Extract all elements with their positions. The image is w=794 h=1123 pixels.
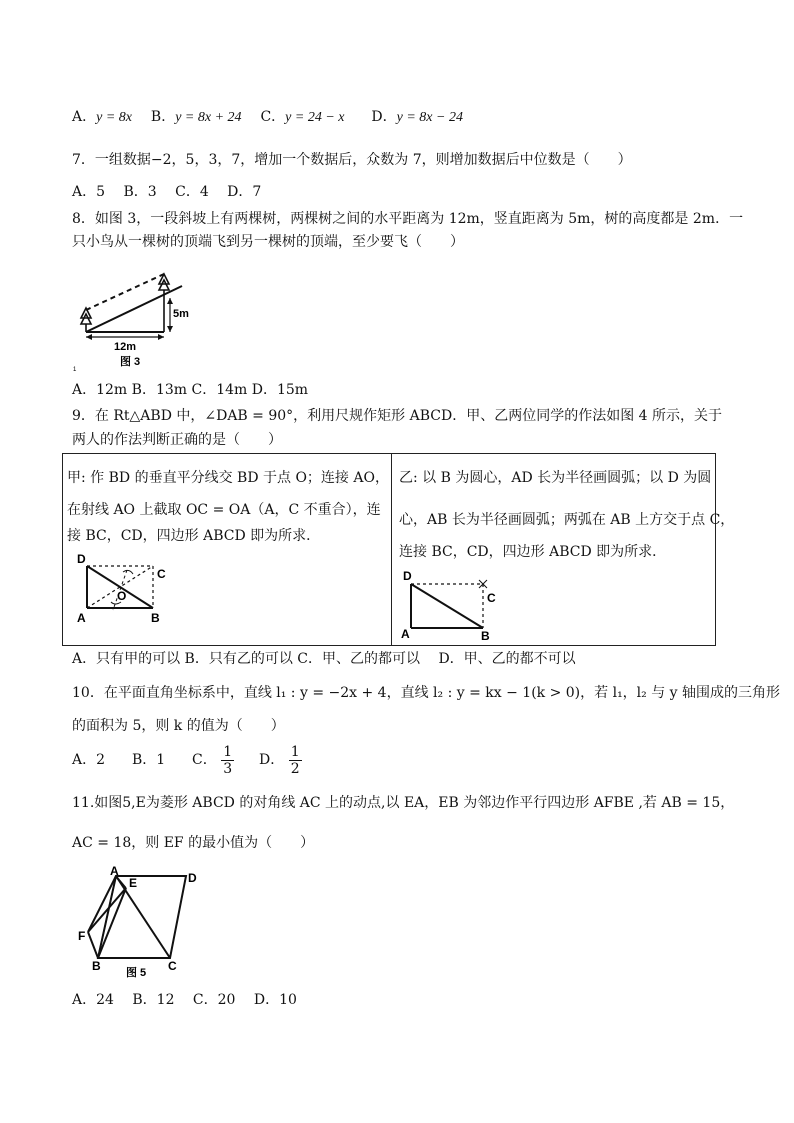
jia-label-c: C bbox=[157, 567, 166, 581]
q10-option-b: B．1 bbox=[131, 752, 166, 768]
yi-line1: 乙: 以 B 为圆心，AD 长为半径画圆弧；以 D 为圆 bbox=[399, 470, 712, 486]
jia-label-a: A bbox=[77, 611, 86, 625]
q10-option-a: A．2 bbox=[72, 752, 106, 768]
q10-stem-line2: 的面积为 5，则 k 的值为（ ） bbox=[72, 718, 285, 734]
diagonal-ac bbox=[116, 876, 170, 958]
label-5m: 5m bbox=[173, 308, 189, 320]
q10-option-c-numerator: 1 bbox=[223, 743, 233, 760]
label-d: D bbox=[188, 871, 197, 885]
yi-label-b: B bbox=[481, 629, 490, 642]
yi-label-c: C bbox=[487, 591, 496, 605]
q6-option-a-label: A． bbox=[72, 109, 97, 125]
stray-mark: 1 bbox=[73, 367, 77, 373]
jia-label-o: O bbox=[117, 589, 127, 603]
jia-label-d: D bbox=[77, 552, 86, 566]
label-e: E bbox=[129, 876, 138, 890]
q10-options bbox=[72, 742, 302, 778]
yi-label-a: A bbox=[401, 627, 410, 641]
label-c: C bbox=[168, 959, 177, 973]
q8-stem-line1: 8．如图 3，一段斜坡上有两棵树，两棵树之间的水平距离为 12m，竖直距离为 5m，树的高度都是 2m．一 bbox=[72, 211, 744, 227]
q10-option-c-label: C． bbox=[192, 752, 217, 768]
yi-line2: 心，AB 长为半径画圆弧；两弧在 AB 上方交于点 C， bbox=[399, 512, 735, 528]
q6-option-d-expr: y = 8x − 24 bbox=[396, 110, 463, 125]
q6-option-d-label: D． bbox=[371, 109, 397, 125]
q10-option-d-numerator: 1 bbox=[290, 743, 300, 760]
q6-option-b-expr: y = 8x + 24 bbox=[175, 110, 242, 125]
jia-line1: 甲: 作 BD 的垂直平分线交 BD 于点 O；连接 AO， bbox=[67, 470, 389, 486]
q9-method-table bbox=[62, 453, 735, 646]
q7-stem: 7．一组数据−2，5，3，7，增加一个数据后，众数为 7，则增加数据后中位数是（ ） bbox=[72, 152, 632, 168]
jia-line2: 在射线 AO 上截取 OC = OA（A，C 不重合），连 bbox=[67, 502, 381, 518]
q6-option-b-label: B． bbox=[150, 109, 176, 125]
q9-stem-line1: 9．在 Rt△ABD 中，∠DAB = 90°，利用尺规作矩形 ABCD．甲、乙两位同学的作法如图 4 所示，关于 bbox=[72, 408, 723, 424]
q9-options: A．只有甲的可以 B．只有乙的可以 C．甲、乙的都可以 D．甲、乙的都不可以 bbox=[72, 651, 576, 667]
jia-line3: 接 BC，CD，四边形 ABCD 即为所求． bbox=[67, 528, 321, 544]
q11-stem-line1: 11.如图5,E为菱形 ABCD 的对角线 AC 上的动点,以 EA，EB 为邻边作平行四边形 AFBE ,若 AB = 15， bbox=[72, 795, 735, 811]
yi-figure bbox=[399, 566, 509, 642]
yi-label-d: D bbox=[403, 569, 412, 583]
q9-stem-line2: 两人的作法判断正确的是（ ） bbox=[72, 432, 282, 448]
q8-options: A．12m B．13m C．14m D．15m bbox=[72, 382, 309, 398]
q7-options: A．5 B．3 C．4 D．7 bbox=[72, 184, 262, 200]
jia-label-b: B bbox=[151, 611, 160, 625]
q6-option-c-expr: y = 24 − x bbox=[285, 110, 345, 125]
q11-figure bbox=[74, 864, 214, 984]
q10-option-d-fraction bbox=[289, 744, 302, 777]
q11-stem-line2: AC = 18，则 EF 的最小值为（ ） bbox=[72, 835, 315, 851]
q8-figure bbox=[70, 270, 195, 375]
diagonal-bd bbox=[411, 584, 483, 628]
q10-option-d-label: D． bbox=[259, 752, 285, 768]
yi-line3: 连接 BC，CD，四边形 ABCD 即为所求． bbox=[399, 544, 667, 560]
q10-stem-line1: 10．在平面直角坐标系中，直线 l₁ : y = −2x + 4，直线 l₂ : y = kx − 1(k > 0)，若 l₁，l₂ 与 y 轴围成的三角形 bbox=[72, 685, 781, 701]
figure-caption: 图 5 bbox=[126, 967, 147, 979]
q6-options bbox=[72, 107, 463, 128]
label-b: B bbox=[92, 959, 101, 973]
slope-line bbox=[86, 286, 182, 332]
figure-caption: 图 3 bbox=[120, 356, 141, 368]
table-divider bbox=[391, 454, 392, 645]
label-12m: 12m bbox=[114, 341, 137, 353]
q10-option-c-fraction bbox=[221, 744, 234, 777]
label-f: F bbox=[78, 929, 86, 943]
q11-options: A．24 B．12 C．20 D．10 bbox=[72, 992, 297, 1008]
q6-option-c-label: C． bbox=[260, 109, 286, 125]
q6-option-a-expr: y = 8x bbox=[96, 110, 132, 125]
q10-option-d-denominator: 2 bbox=[290, 760, 300, 777]
label-a: A bbox=[110, 864, 119, 878]
q8-stem-line2: 只小鸟从一棵树的顶端飞到另一棵树的顶端，至少要飞（ ） bbox=[72, 234, 464, 250]
q10-option-c-denominator: 3 bbox=[223, 760, 233, 777]
jia-figure bbox=[75, 550, 185, 626]
flight-path-line bbox=[86, 274, 164, 310]
